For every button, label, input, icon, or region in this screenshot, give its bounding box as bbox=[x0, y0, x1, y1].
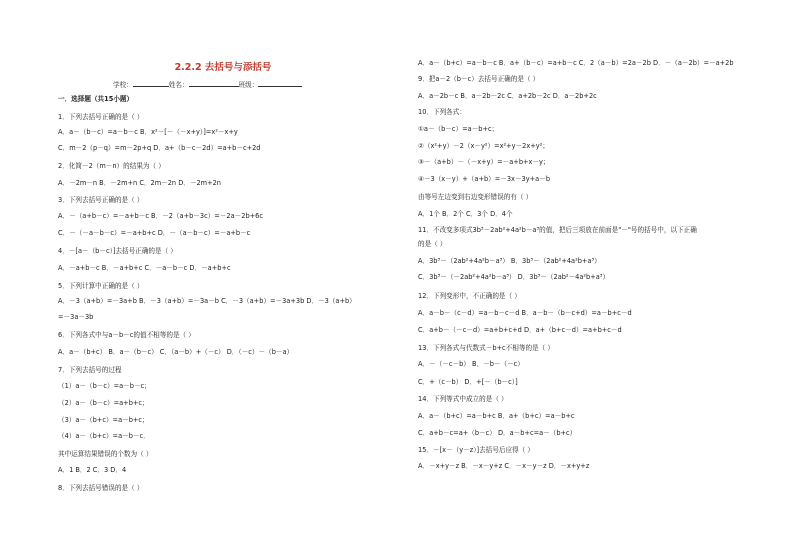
question-line: C．m－2（p－q）=m－2p+q D．a+（b－c－2d）=a+b－c+2d bbox=[58, 144, 261, 152]
question-line: A．1个 B．2个 C．3个 D．4个 bbox=[418, 210, 513, 218]
question-line: 5．下列计算中正确的是（ ） bbox=[58, 282, 144, 290]
question-line: C．a+b－（－c－d）=a+b+c+d D．a+（b+c－d）=a+b+c－d bbox=[418, 326, 622, 334]
question-line: A．－2m－n B．－2m+n C．2m－2n D．－2m+2n bbox=[58, 179, 221, 187]
question-line: A．a－2b－c B．a－2b－2c C．a+2b－2c D．a－2b+2c bbox=[418, 92, 597, 100]
question-line: 12．下列变形中，不正确的是（ ） bbox=[418, 292, 521, 300]
question-line: A．1 B．2 C．3 D．4 bbox=[58, 466, 127, 474]
question-line: A．a－（b+c）=a－b+c B．a+（b+c）=a－b+c bbox=[418, 412, 575, 420]
question-line: 8．下列去括号错误的是（ ） bbox=[58, 484, 144, 492]
class-blank[interactable] bbox=[258, 79, 302, 87]
question-line: A．－a+b－c B．－a+b+c C．－a－b－c D．－a+b+c bbox=[58, 264, 231, 272]
question-line: 10．下列各式： bbox=[418, 108, 466, 116]
question-line: 其中运算结果错误的个数为（ ） bbox=[58, 450, 153, 458]
page-title: 2.2.2 去括号与添括号 bbox=[174, 62, 272, 73]
question-line: A．－（－c－b） B．－b－（－c） bbox=[418, 360, 524, 368]
school-blank[interactable] bbox=[133, 79, 169, 87]
question-line: A．a－（b－c）=a－b－c B．x²－[－（－x+y）]=x²－x+y bbox=[58, 128, 238, 136]
question-line: 7．下列去括号的过程 bbox=[58, 366, 122, 374]
question-line: 13．下列各式与代数式－b+c不相等的是（ ） bbox=[418, 344, 554, 352]
question-line: A．a－（b+c）=a－b－c B．a+（b－c）=a+b－c C．2（a－b）=2a－2b D．－（a－2b）=－a+2b bbox=[418, 59, 734, 67]
question-line: 9．把a－2（b－c）去括号正确的是（ ） bbox=[418, 75, 540, 83]
question-line: A．－x+y－z B．－x－y+z C．－x－y－z D．－x+y+z bbox=[418, 462, 590, 470]
question-line: C．+（c－b） D．+[－（b－c）] bbox=[418, 378, 518, 386]
question-line: ①a－（b－c）=a－b+c； bbox=[418, 125, 499, 133]
question-line: A．a－b－（c－d）=a－b－c－d B．a－b－（b－c+d）=a－b+c－d bbox=[418, 309, 632, 317]
question-line: C．3b³－（－2ab²+4a²b－a³） D．3b³－（2ab²－4a²b+a³） bbox=[418, 273, 610, 281]
question-line: （4）a－（b+c）=a－b－c． bbox=[58, 432, 150, 440]
question-line: ③－（a+b）－（－x+y）=－a+b+x－y； bbox=[418, 158, 550, 166]
question-line: A．3b³－（2ab²+4a²b－a³） B．3b³－（2ab²+4a²b+a³） bbox=[418, 257, 601, 265]
question-line: C．－（－a－b－c）=－a+b+c D．－（a－b－c）=－a+b－c bbox=[58, 229, 251, 237]
question-line: 15．－[x－（y－z）]去括号后应得（ ） bbox=[418, 446, 534, 454]
question-line: A．－（a+b－c）=－a+b－c B．－2（a+b－3c）=－2a－2b+6c bbox=[58, 212, 263, 220]
question-line: =－3a－3b bbox=[58, 313, 94, 321]
question-line: 6．下列各式中与a－b－c的值不相等的是（ ） bbox=[58, 331, 195, 339]
question-line: 2．化简－2（m－n）的结果为（ ） bbox=[58, 162, 165, 170]
section-heading: 一．选择题（共15小题） bbox=[58, 95, 134, 103]
name-blank[interactable] bbox=[189, 79, 239, 87]
question-line: 14．下列等式中成立的是（ ） bbox=[418, 395, 508, 403]
name-label: 姓名： bbox=[168, 81, 189, 89]
question-line: 4．－[a－（b－c）]去括号正确的是（ ） bbox=[58, 247, 177, 255]
question-line: ④－3（x－y）+（a+b）=－3x－3y+a－b bbox=[418, 175, 551, 183]
question-line: （3）a－（b+c）=a－b+c； bbox=[58, 416, 149, 424]
question-line: （1）a－（b－c）=a－b－c； bbox=[58, 382, 151, 390]
question-line: A．－3（a+b）=－3a+b B．－3（a+b）=－3a－b C．－3（a+b）=－3a+3b D．－3（a+b） bbox=[58, 297, 356, 305]
question-line: 的是（ ） bbox=[418, 240, 447, 248]
question-line: 3．下列去括号正确的是（ ） bbox=[58, 196, 144, 204]
question-line: （2）a－（b－c）=a+b+c； bbox=[58, 399, 149, 407]
question-line: A．a－（b+c） B．a－（b－c） C．（a－b）+（－c） D．（－c）－（b－a） bbox=[58, 348, 294, 356]
question-line: C．a+b－c=a+（b－c） D．a－b+c=a－（b+c） bbox=[418, 429, 577, 437]
student-info-row bbox=[113, 79, 302, 90]
class-label: 班级： bbox=[238, 81, 259, 89]
question-line: 11．不改变多项式3b³－2ab²+4a²b－a³的值，把后三项放在前面是"－"号的括号中，以下正确 bbox=[418, 226, 697, 234]
question-line: 1．下列去括号正确的是（ ） bbox=[58, 113, 144, 121]
school-label: 学校： bbox=[113, 81, 133, 89]
question-line: ②（x²+y）－2（x－y²）=x²+y－2x+y²； bbox=[418, 142, 549, 150]
question-line: 由等号左边变到右边变形错误的有（ ） bbox=[418, 193, 533, 201]
